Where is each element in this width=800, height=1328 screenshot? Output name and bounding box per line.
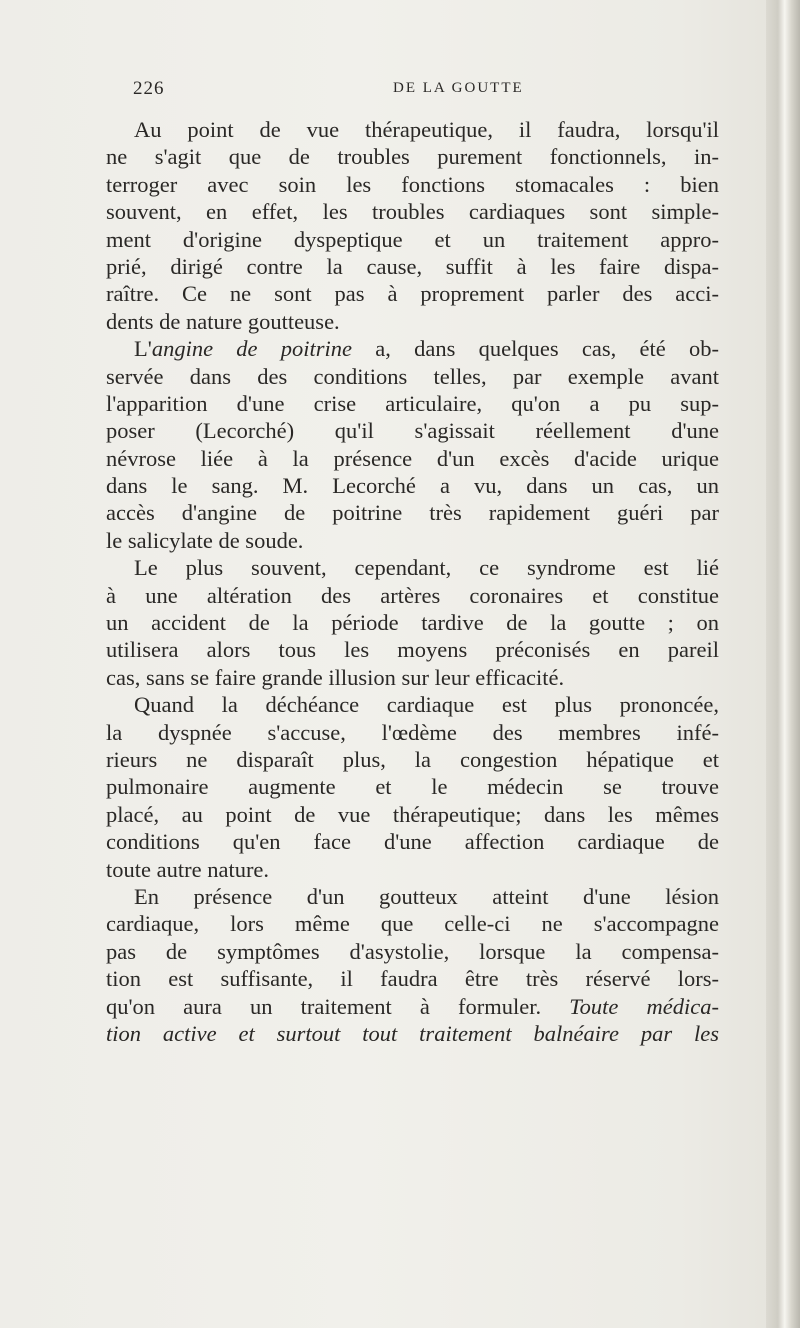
text-line: Le plus souvent, cependant, ce syndrome est lié [134, 555, 719, 581]
text-line: accès d'angine de poitrine très rapidement guéri par [106, 500, 719, 526]
text-line: la dyspnée s'accuse, l'œdème des membres infé- [106, 719, 719, 745]
page-number: 226 [133, 78, 165, 99]
text-line: prié, dirigé contre la cause, suffit à les faire dispa- [106, 253, 719, 279]
paragraph-1 [106, 116, 719, 335]
text-line: poser (Lecorché) qu'il s'agissait réellement d'une [106, 418, 719, 444]
text-line: le salicylate de soude. [106, 527, 304, 553]
text-line: pulmonaire augmente et le médecin se trouve [106, 774, 719, 800]
italic-term: angine de poitrine [151, 336, 353, 362]
text-line: dans le sang. M. Lecorché a vu, dans un cas, un [106, 473, 719, 499]
running-head: DE LA GOUTTE [393, 80, 524, 96]
paragraph-5 [106, 883, 719, 1047]
paragraph-2 [106, 335, 719, 554]
text-fragment: a, dans quelques cas, été ob- [352, 336, 719, 362]
text-line [106, 335, 719, 362]
text-line: rieurs ne disparaît plus, la congestion hépatique et [106, 746, 719, 772]
text-line: terroger avec soin les fonctions stomacales : bien [106, 171, 719, 197]
page-edge-shadow [766, 0, 800, 1328]
italic-line: tion active et surtout tout traitement balnéaire par les [106, 1020, 719, 1046]
text-line: conditions qu'en face d'une affection cardiaque de [106, 829, 719, 855]
page-header [133, 78, 693, 102]
text-line: utilisera alors tous les moyens préconisés en pareil [106, 637, 719, 663]
text-fragment: L' [134, 336, 152, 362]
text-line: tion est suffisante, il faudra être très réservé lors- [106, 966, 719, 992]
text-line: souvent, en effet, les troubles cardiaques sont simple- [106, 199, 719, 225]
text-line: un accident de la période tardive de la goutte ; on [106, 610, 719, 636]
text-line: l'apparition d'une crise articulaire, qu'on a pu sup- [106, 390, 719, 416]
body-text [106, 116, 719, 1047]
text-line: ne s'agit que de troubles purement fonctionnels, in- [106, 144, 719, 170]
text-line [106, 993, 719, 1020]
text-line: placé, au point de vue thérapeutique; dans les mêmes [106, 801, 719, 827]
text-line: dents de nature goutteuse. [106, 308, 340, 334]
text-line: Au point de vue thérapeutique, il faudra, lorsqu'il [134, 117, 719, 142]
paragraph-4 [106, 691, 719, 883]
text-line: cardiaque, lors même que celle-ci ne s'accompagne [106, 911, 719, 937]
text-line: à une altération des artères coronaires et constitue [106, 582, 719, 608]
text-line: En présence d'un goutteux atteint d'une lésion [134, 883, 719, 909]
text-line: toute autre nature. [106, 856, 270, 882]
text-line: pas de symptômes d'asystolie, lorsque la compensa- [106, 938, 719, 964]
text-line: raître. Ce ne sont pas à proprement parler des acci- [106, 281, 719, 307]
text-line: ment d'origine dyspeptique et un traitement appro- [106, 226, 719, 252]
italic-phrase: Toute médica- [569, 993, 719, 1019]
text-fragment: qu'on aura un traitement à formuler. [106, 993, 570, 1019]
paragraph-3 [106, 554, 719, 691]
text-line: cas, sans se faire grande illusion sur leur efficacité. [106, 664, 565, 690]
text-line: servée dans des conditions telles, par exemple avant [106, 363, 719, 389]
text-line: névrose liée à la présence d'un excès d'acide urique [106, 445, 719, 471]
text-line: Quand la déchéance cardiaque est plus prononcée, [134, 692, 719, 718]
